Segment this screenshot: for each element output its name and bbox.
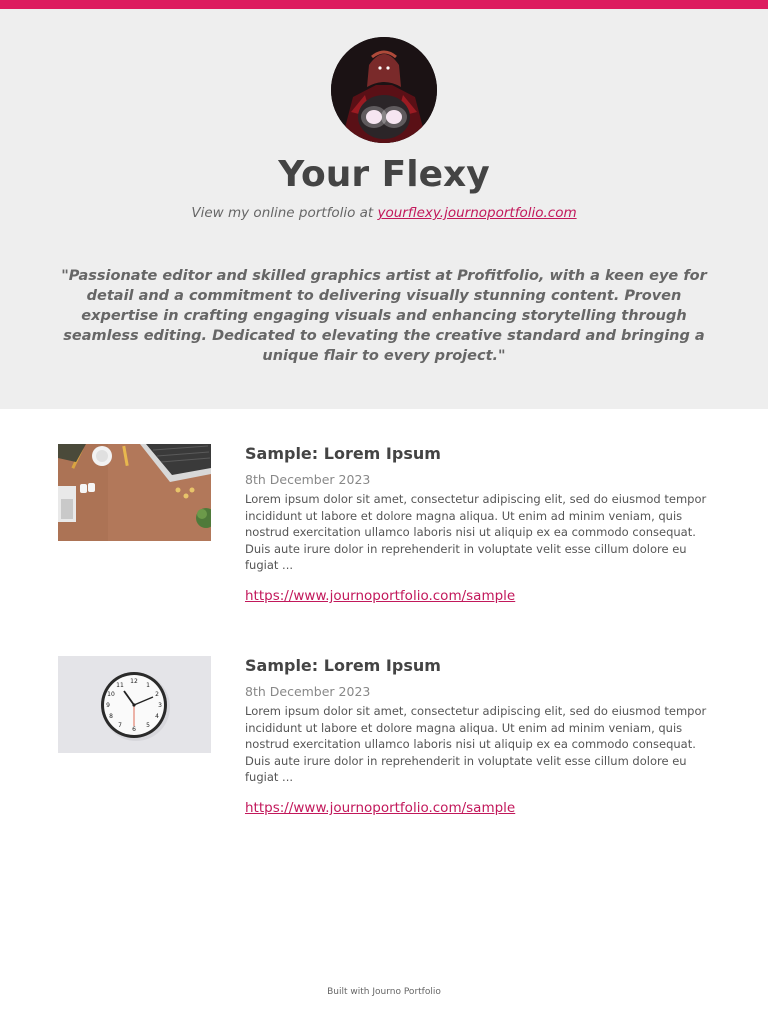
svg-text:5: 5 — [146, 722, 150, 729]
svg-text:2: 2 — [155, 691, 159, 698]
article-title[interactable]: Sample: Lorem Ipsum — [245, 444, 441, 463]
article-card — [0, 656, 768, 836]
svg-text:10: 10 — [107, 691, 115, 698]
article-link[interactable]: https://www.journoportfolio.com/sample — [245, 588, 516, 604]
avatar — [331, 37, 437, 143]
article-thumbnail-clock[interactable] — [58, 656, 211, 753]
subtitle-prefix: View my online portfolio at — [191, 205, 378, 221]
svg-text:8: 8 — [109, 713, 113, 720]
article-excerpt: Lorem ipsum dolor sit amet, consectetur adipiscing elit, sed do eiusmod tempor incididunt ut labore et dolore magna aliqua. Ut enim ad minim veniam, quis nostrud exercitation ullamco laboris nisi ut aliquip ex ea commodo consequat. Duis aute irure dolor in reprehenderit in voluptate velit esse cillum dolore eu fugiat ... — [245, 704, 707, 784]
top-accent-bar — [0, 0, 768, 9]
footer-credit[interactable]: Built with Journo Portfolio — [327, 987, 441, 997]
svg-text:4: 4 — [155, 713, 159, 720]
svg-text:6: 6 — [132, 726, 136, 733]
article-date: 8th December 2023 — [245, 684, 371, 699]
svg-text:9: 9 — [106, 702, 110, 709]
article-thumbnail-desk[interactable] — [58, 444, 211, 541]
profile-bio: "Passionate editor and skilled graphics artist at Profitfolio, with a keen eye for detail and a commitment to delivering visually stunning content. Proven expertise in crafting engaging visuals and enhancing storytelling through seamless editing. Dedicated to elevating the creative standard and bringing a unique flair to every project." — [61, 268, 707, 364]
svg-text:12: 12 — [130, 678, 138, 685]
portfolio-subtitle — [0, 204, 768, 222]
profile-name: Your Flexy — [278, 154, 490, 195]
article-card — [0, 444, 768, 624]
article-title[interactable]: Sample: Lorem Ipsum — [245, 656, 441, 675]
svg-text:3: 3 — [158, 702, 162, 709]
profile-header — [0, 9, 768, 409]
article-date: 8th December 2023 — [245, 472, 371, 487]
article-excerpt: Lorem ipsum dolor sit amet, consectetur adipiscing elit, sed do eiusmod tempor incididunt ut labore et dolore magna aliqua. Ut enim ad minim veniam, quis nostrud exercitation ullamco laboris nisi ut aliquip ex ea commodo consequat. Duis aute irure dolor in reprehenderit in voluptate velit esse cillum dolore eu fugiat ... — [245, 492, 707, 572]
article-link[interactable]: https://www.journoportfolio.com/sample — [245, 800, 516, 816]
svg-text:1: 1 — [146, 682, 150, 689]
portfolio-link[interactable]: yourflexy.journoportfolio.com — [377, 205, 577, 221]
svg-text:11: 11 — [116, 682, 124, 689]
svg-text:7: 7 — [118, 722, 122, 729]
